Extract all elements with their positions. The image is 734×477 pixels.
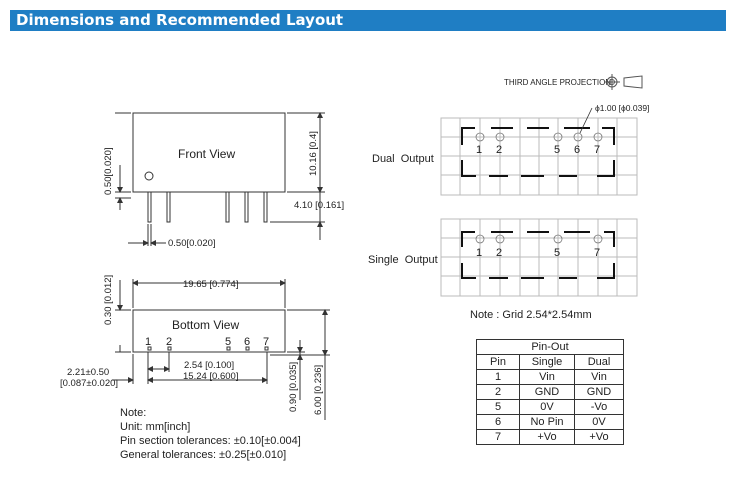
bottom-view-title: Bottom View xyxy=(172,318,240,332)
table-row xyxy=(477,385,624,400)
bottom-dim-pin-height: 0.90 [0.035] xyxy=(288,361,299,412)
table-header-row xyxy=(477,355,624,370)
dual-layout-grid xyxy=(441,118,637,195)
bottom-dim-offset: 2.21±0.50 xyxy=(67,367,110,378)
table-row xyxy=(477,370,624,385)
front-pin xyxy=(245,192,248,222)
front-dim-pin-length: 4.10 [0.161] xyxy=(294,200,345,211)
dual-pin-label: 1 xyxy=(476,144,483,156)
dual-pin-label: 5 xyxy=(554,144,561,156)
bottom-pin-label: 6 xyxy=(244,336,251,348)
front-view xyxy=(115,113,325,246)
cell: GND xyxy=(520,385,575,400)
cell: 7 xyxy=(477,430,520,445)
notes-unit: Unit: mm[inch] xyxy=(120,421,191,433)
dual-outline xyxy=(462,128,614,176)
front-pin xyxy=(264,192,267,222)
dual-pin-label: 7 xyxy=(594,144,601,156)
cell: Vin xyxy=(575,370,624,385)
front-dim-top-left: 0.50[0.020] xyxy=(103,147,114,195)
hole-diameter-label: ϕ1.00 [ϕ0.039] xyxy=(595,103,650,113)
pin1-marker xyxy=(145,172,153,180)
bottom-dim-width: 19.65 [0.774] xyxy=(183,279,239,290)
cell: No Pin xyxy=(520,415,575,430)
single-pin-label: 1 xyxy=(476,247,483,259)
cell: +Vo xyxy=(575,430,624,445)
single-pin-label: 7 xyxy=(594,247,601,259)
section-header: Dimensions and Recommended Layout xyxy=(10,10,726,31)
table-row xyxy=(477,400,624,415)
cell: -Vo xyxy=(575,400,624,415)
front-dim-pin-width: 0.50[0.020] xyxy=(168,238,216,249)
cell: Vin xyxy=(520,370,575,385)
bottom-pin-label: 5 xyxy=(225,336,232,348)
projection-label: THIRD ANGLE PROJECTION xyxy=(504,78,612,87)
cell: 0V xyxy=(520,400,575,415)
col-header: Single xyxy=(520,355,575,370)
single-pin-label: 2 xyxy=(496,247,503,259)
notes-title: Note: xyxy=(120,407,147,419)
front-pin xyxy=(226,192,229,222)
bottom-dim-pitch: 2.54 [0.100] xyxy=(184,360,235,371)
cell: 5 xyxy=(477,400,520,415)
cell: 2 xyxy=(477,385,520,400)
single-pin-label: 5 xyxy=(554,247,561,259)
cell: 1 xyxy=(477,370,520,385)
cell: +Vo xyxy=(520,430,575,445)
cell: 6 xyxy=(477,415,520,430)
front-view-title: Front View xyxy=(178,147,236,161)
bottom-dim-body-height: 6.00 [0.236] xyxy=(313,364,324,415)
pinout-table xyxy=(476,339,624,445)
front-pin xyxy=(167,192,170,222)
table-row xyxy=(477,415,624,430)
table-caption-row xyxy=(477,340,624,355)
single-outline xyxy=(462,232,614,278)
front-pin xyxy=(148,192,151,222)
notes-pin-tolerance: Pin section tolerances: ±0.10[±0.004] xyxy=(120,435,301,447)
bottom-pin-label: 1 xyxy=(145,336,152,348)
dual-pin-label: 6 xyxy=(574,144,581,156)
bottom-pin-label: 2 xyxy=(166,336,173,348)
dual-output-label: Dual Output xyxy=(372,153,434,165)
hole-leader xyxy=(580,108,592,133)
cell: 0V xyxy=(575,415,624,430)
table-row xyxy=(477,430,624,445)
single-output-label: Single Output xyxy=(368,254,438,266)
dual-pin-label: 2 xyxy=(496,144,503,156)
notes-general-tolerance: General tolerances: ±0.25[±0.010] xyxy=(120,449,287,461)
notes-block xyxy=(120,406,301,462)
bottom-dim-span: 15.24 [0.600] xyxy=(183,371,239,382)
bottom-pin-label: 7 xyxy=(263,336,270,348)
bottom-dim-top: 0.30 [0.012] xyxy=(103,274,114,325)
pinout-caption: Pin-Out xyxy=(477,340,624,355)
cell: GND xyxy=(575,385,624,400)
front-dim-height: 10.16 [0.4] xyxy=(308,131,319,176)
grid-note: Note : Grid 2.54*2.54mm xyxy=(470,309,592,321)
col-header: Pin xyxy=(477,355,520,370)
projection-icon xyxy=(604,74,642,90)
bottom-dim-offset-inch: [0.087±0.020] xyxy=(60,378,119,389)
single-layout-grid xyxy=(441,219,637,296)
col-header: Dual xyxy=(575,355,624,370)
